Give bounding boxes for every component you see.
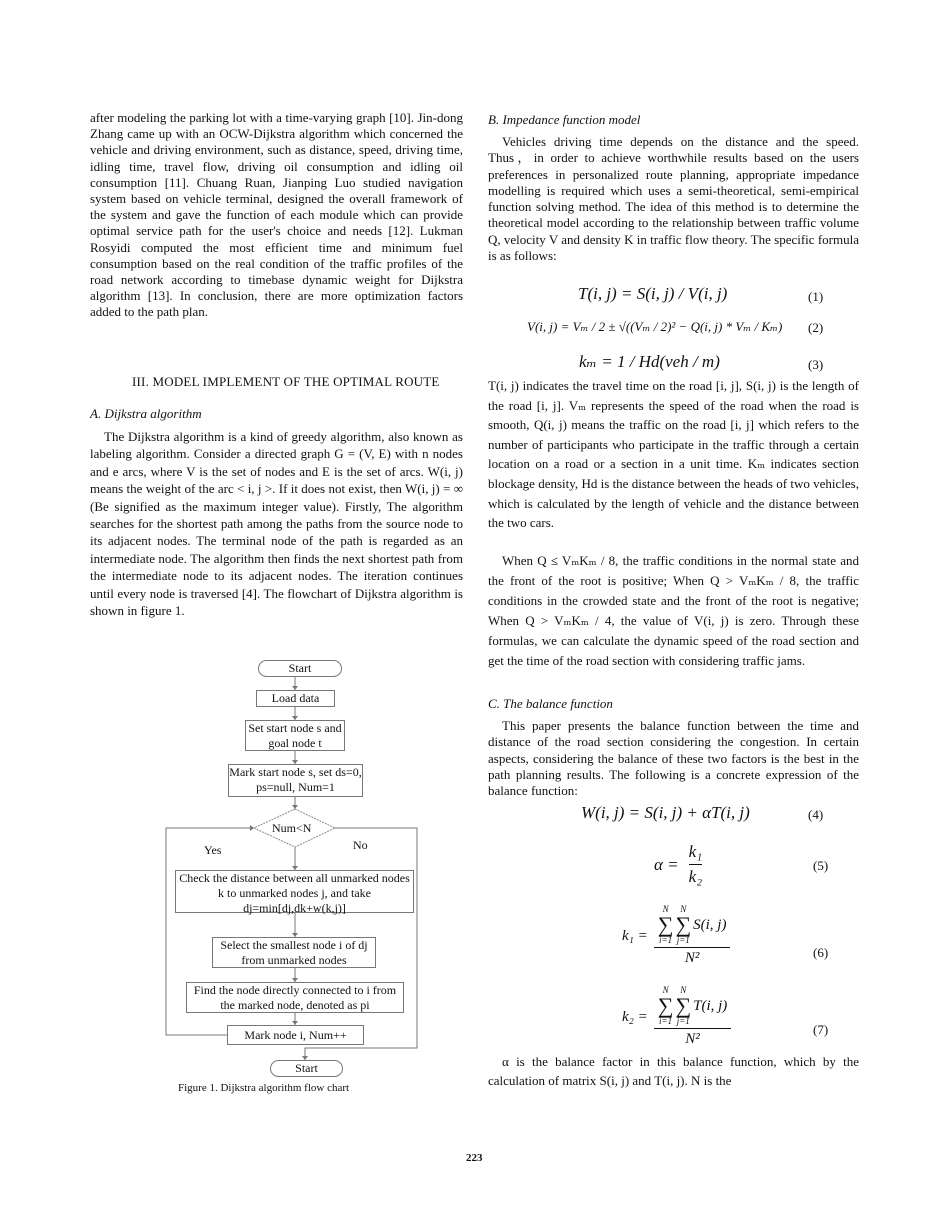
balance-factor-paragraph: α is the balance factor in this balance function, which by the calculation of matrix S(i, j) and T(i, j). N is the xyxy=(488,1054,859,1088)
equation-5-number: (5) xyxy=(813,858,829,873)
equation-5-denominator: k₂ xyxy=(689,864,702,887)
equation-6-numerator: S(i, j) xyxy=(693,916,727,933)
equation-4: W(i, j) = S(i, j) + αT(i, j) xyxy=(581,803,750,822)
equation-7-number: (7) xyxy=(813,1022,829,1037)
sum-upper-limit: N xyxy=(680,904,687,914)
sum-upper-limit: N xyxy=(662,985,669,995)
equation-7 xyxy=(622,986,731,1048)
sum-sign: ∑ xyxy=(657,912,674,937)
equation-6 xyxy=(622,905,730,967)
equation-7-numerator: T(i, j) xyxy=(693,997,728,1014)
flowchart-find-node: Find the node directly connected to i from the marked node, denoted as pi xyxy=(186,982,404,1013)
sum-sign: ∑ xyxy=(675,993,692,1018)
equation-6-denominator: N² xyxy=(684,950,700,966)
sum-upper-limit: N xyxy=(662,904,669,914)
equation-3: kₘ = 1 / Hd(veh / m) xyxy=(579,352,720,371)
flowchart-load-data: Load data xyxy=(256,690,335,707)
sum-upper-limit: N xyxy=(680,985,687,995)
flowchart-check-distance: Check the distance between all unmarked nodes k to unmarked nodes j, and take dj=min[dj,dk+w(k,j)] xyxy=(175,870,414,913)
impedance-paragraph: Vehicles driving time depends on the distance and the speed. Thus，in order to achieve worthwhile results based on the users preferences in personalized route planning, appropriate impedance modelling is required which uses a semi-theoretical, semi-empirical function solving method. The idea of this method is to determine the theoretical model according to the relationship between traffic volume Q, velocity V and density K in traffic flow theory. The specific formula is as follows: xyxy=(488,134,859,264)
flowchart-mark-start: Mark start node s, set ds=0, ps=null, Num=1 xyxy=(228,764,363,797)
sum-lower-limit: i=1 xyxy=(659,935,673,945)
sum-lower-limit: j=1 xyxy=(676,1016,690,1026)
flowchart-end: Start xyxy=(270,1060,343,1077)
equation-7-lhs: k₂ = xyxy=(622,1008,648,1025)
balance-paragraph: This paper presents the balance function between the time and distance of the road section considering the congestion. In certain aspects, considering the balance of these two factors is the best in the path planning results. The following is a concrete expression of the balance function: xyxy=(488,718,859,799)
sum-sign: ∑ xyxy=(657,993,674,1018)
flowchart-yes-label: Yes xyxy=(204,843,222,857)
sum-lower-limit: i=1 xyxy=(659,1016,673,1026)
subsection-b-heading: B. Impedance function model xyxy=(488,112,641,127)
section-heading-3: III. MODEL IMPLEMENT OF THE OPTIMAL ROUTE xyxy=(132,374,440,389)
equation-4-number: (4) xyxy=(808,807,824,822)
equation-3-number: (3) xyxy=(808,357,824,372)
flowchart-mark-node-i: Mark node i, Num++ xyxy=(227,1025,364,1045)
equation-5-numerator: k₁ xyxy=(688,842,703,861)
dijkstra-paragraph: The Dijkstra algorithm is a kind of greedy algorithm, also known as labeling algorithm. Consider a directed graph G = (V, E) with n nodes and e arcs, where V is the set of nodes and E is the set of arcs. W(i, j) means the weight of the arc < i, j >. If it does not exist, then W(i, j) = ∞ (Be signified as the maximum integer value). Firstly, The algorithm searches for the shortest path among the paths from the source node to its adjacent nodes. The terminal node of the path is regarded as an intermediate node. The algorithm then finds the next shortest path from the intermediate node to its adjacent nodes. The iteration continues until every node is traversed [4]. The flowchart of Dijkstra algorithm is shown in figure 1. xyxy=(90,429,463,619)
equation-1: T(i, j) = S(i, j) / V(i, j) xyxy=(578,284,728,303)
equation-1-number: (1) xyxy=(808,289,824,304)
equation-5 xyxy=(654,842,706,887)
page-number: 223 xyxy=(466,1152,483,1164)
flowchart-select-node: Select the smallest node i of dj from unmarked nodes xyxy=(212,937,376,968)
figure-caption: Figure 1. Dijkstra algorithm flow chart xyxy=(178,1082,350,1094)
flowchart-no-label: No xyxy=(353,838,368,852)
equation-2: V(i, j) = Vₘ / 2 ± √((Vₘ / 2)² − Q(i, j) * Vₘ / Kₘ) xyxy=(527,319,783,334)
flowchart-start: Start xyxy=(258,660,342,677)
intro-paragraph: after modeling the parking lot with a time-varying graph [10]. Jin-dong Zhang came up with an OCW-Dijkstra algorithm which concerned the vehicle and driving environment, such as distance, speed, driving time, idling time, travel flow, driving oil consumption and idling oil consumption [11]. Chuang Ruan, Jianping Luo studied navigation system based on vehicle terminal, designed the overall framework of the system and gave the function of each module which can provide optimal service path for the user's choice and needs [12]. Lukman Rosyidi computed the most efficient time and minimum fuel consumption based on the real condition of the traffic profiles of the road network according to timebase dynamic weight for Dijkstra algorithm [13]. In conclusion, there are more optimization factors added to the path plan. xyxy=(90,110,463,320)
flowchart-decision-label: Num<N xyxy=(272,821,312,835)
equation-5-lhs: α = xyxy=(654,854,679,874)
equation-7-denominator: N² xyxy=(685,1031,700,1047)
equation-6-number: (6) xyxy=(813,945,829,960)
equation-6-lhs: k₁ = xyxy=(622,927,648,944)
sum-sign: ∑ xyxy=(675,912,692,937)
subsection-a-heading: A. Dijkstra algorithm xyxy=(90,406,202,421)
sum-lower-limit: j=1 xyxy=(676,935,690,945)
subsection-c-heading: C. The balance function xyxy=(488,696,613,711)
flowchart-set-nodes: Set start node s and goal node t xyxy=(245,720,345,751)
variables-paragraph: T(i, j) indicates the travel time on the road [i, j], S(i, j) is the length of the road [i, j]. Vₘ represents the speed of the road when the road is smooth, Q(i, j) means the traffic on the road [i, j] which refers to the number of participants who participate in the traffic through a certain location on a road or a section in a unit time. Kₘ indicates section blockage density, Hd is the distance between the heads of two vehicles, which is calculated by the length of vehicle and the distance between the two cars. xyxy=(488,378,859,531)
conditions-paragraph: When Q ≤ VₘKₘ / 8, the traffic conditions in the normal state and the front of the root is positive; When Q > VₘKₘ / 8, the traffic conditions in the crowded state and the front of the root is negative; When Q > VₘKₘ / 4, the value of V(i, j) is zero. Through these formulas, we can calculate the dynamic speed of the road section and get the time of the road section with considering traffic jams. xyxy=(488,553,859,668)
equation-2-number: (2) xyxy=(808,320,824,335)
